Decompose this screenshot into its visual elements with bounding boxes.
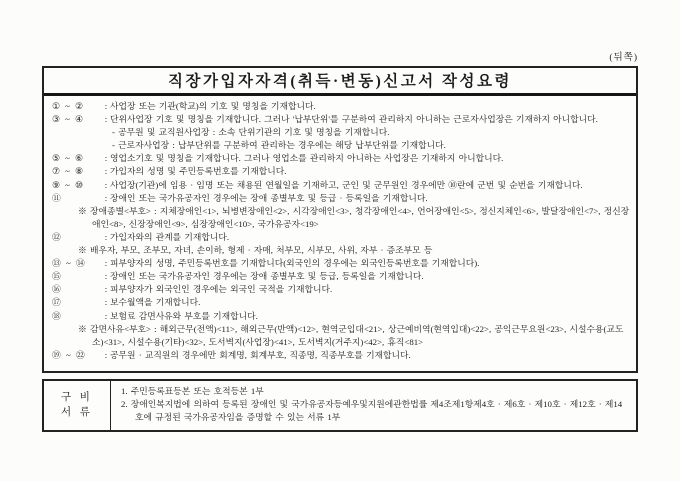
line-text: 사업장(기관)에 임용 · 임명 또는 채용된 연월일을 기재하고, 군인 및 군무원인 경우에만 ⑩란에 군번 및 순번을 기재합니다. (110, 179, 583, 190)
required-docs-header-line2: 서 류 (61, 407, 93, 419)
instruction-line (52, 165, 632, 178)
doc-item: 2. 장애인복지법에 의하여 등록된 장애인 및 국가유공자등예우및지원에관한법률 제4조제1항제4호 · 제6호 · 제10호 · 제12호 · 제14호에 규정된 국가유공자임을 증명할 수 있는 서류 1부 (121, 399, 623, 423)
line-number: ⑦ ~ ⑧ (52, 166, 84, 177)
line-text: 보수월액을 기재합니다. (110, 297, 201, 308)
instruction-line (52, 179, 632, 192)
line-number: ⑬ ~ ⑭ (52, 258, 86, 269)
line-number: ⑮ (52, 271, 62, 282)
line-separator: : (104, 310, 108, 321)
instruction-line (52, 349, 632, 362)
instruction-subline: - 공무원 및 교직원사업장 : 소속 단위기관의 기호 및 명칭을 기재합니다. (112, 127, 390, 138)
line-text: 장애인 또는 국가유공자인 경우에는 장애 종별부호 및 등급, 등록일을 기재합니다. (110, 271, 424, 282)
title-row (44, 68, 636, 96)
line-separator: : (104, 349, 108, 360)
instruction-note: ※ 장애종별<부호> : 지체장애인<1>, 뇌병변장애인<2>, 시각장애인<3>, 청각장애인<4>, 언어장애인<5>, 정신지체인<6>, 발달장애인<7>, 정신장애인<8>, 신장장애인<9>, 심장장애인<10>, 국가유공자<19> (78, 205, 630, 229)
line-separator: : (104, 297, 108, 308)
line-text: 가입자와의 관계를 기재합니다. (110, 231, 230, 242)
required-docs-list (111, 381, 636, 430)
page-title: 직장가입자자격(취득·변동)신고서 작성요령 (168, 73, 512, 90)
instruction-line (52, 296, 632, 309)
instruction-line (52, 270, 632, 283)
document-page (42, 66, 638, 432)
line-separator: : (104, 179, 108, 190)
line-number: ① ~ ② (52, 101, 84, 111)
line-number: ⑲ ~ ㉒ (52, 349, 86, 360)
instruction-line (52, 257, 632, 270)
instruction-line (52, 192, 632, 205)
required-docs-header-line1: 구 비 (61, 392, 93, 404)
instruction-line (52, 283, 632, 296)
back-side-label: (뒤쪽) (609, 53, 638, 63)
instructions (44, 96, 636, 371)
line-text: 영업소기호 및 명칭을 기재합니다. 그러나 영업소를 관리하지 아니하는 사업장은 기재하지 아니합니다. (110, 153, 504, 164)
line-number: ⑱ (52, 310, 62, 321)
line-separator: : (104, 231, 108, 242)
line-text: 보험료 감면사유와 부호를 기재합니다. (110, 310, 258, 321)
line-separator: : (104, 258, 108, 269)
instruction-line (52, 231, 632, 244)
line-number: ⑤ ~ ⑥ (52, 153, 84, 164)
instruction-line (52, 152, 632, 165)
line-text: 피부양자가 외국인인 경우에는 외국인 국적을 기재합니다. (110, 284, 333, 295)
instruction-subline: - 근로자사업장 : 납부단위를 구분하여 관리하는 경우에는 해당 납부단위를 기재합니다. (112, 140, 446, 151)
required-docs-header (44, 381, 111, 430)
line-number: ⑰ (52, 297, 62, 308)
instruction-line (52, 113, 632, 126)
line-separator: : (104, 271, 108, 282)
line-separator: : (104, 192, 108, 203)
line-number: ⑫ (52, 231, 62, 242)
line-text: 공무원 · 교직원의 경우에만 회계명, 회계부호, 직종명, 직종부호를 기재합니다. (110, 349, 411, 360)
line-number: ⑯ (52, 284, 62, 295)
line-text: 피부양자의 성명, 주민등록번호를 기재합니다(외국인의 경우에는 외국인등록번호를 기재합니다). (110, 258, 480, 269)
line-text: 가입자의 성명 및 주민등록번호를 기재합니다. (110, 166, 287, 177)
line-number: ⑪ (52, 192, 62, 203)
instruction-note: ※ 감면사유<부호> : 해외근무(전액)<11>, 해외근무(반액)<12>, 현역군입대<21>, 상근예비역(현역입대)<22>, 공익근무요원<23>, 시설수용(교도소)<31>, 시설수용(기타)<32>, 도서벽지(사업장)<41>, 도서벽지(거주지)<42>, 휴직<81> (78, 323, 624, 347)
instruction-line (52, 100, 632, 113)
line-number: ③ ~ ④ (52, 114, 84, 125)
line-separator: : (104, 114, 108, 125)
line-separator: : (104, 153, 108, 164)
line-separator: : (104, 101, 108, 111)
line-number: ⑨ ~ ⑩ (52, 179, 84, 190)
instruction-note: ※ 배우자, 부모, 조부모, 자녀, 손이하, 형제 · 자매, 처부모, 시부모, 사위, 자부 · 증조부모 등 (78, 245, 433, 256)
line-text: 장애인 또는 국가유공자인 경우에는 장애 종별부호 및 등급 · 등록일을 기재합니다. (110, 192, 428, 203)
instruction-line (52, 310, 632, 323)
line-text: 단위사업장 기호 및 명칭을 기재합니다. 그러나 '납부단위'를 구분하여 관리하지 아니하는 근로자사업장은 기재하지 아니합니다. (110, 114, 598, 125)
line-text: 사업장 또는 기관(학교)의 기호 및 명칭을 기재합니다. (110, 101, 316, 111)
form-guide-box (42, 66, 638, 373)
required-docs-table (42, 379, 638, 432)
doc-item: 1. 주민등록표등본 또는 호적등본 1부 (121, 385, 264, 396)
line-separator: : (104, 166, 108, 177)
line-separator: : (104, 284, 108, 295)
